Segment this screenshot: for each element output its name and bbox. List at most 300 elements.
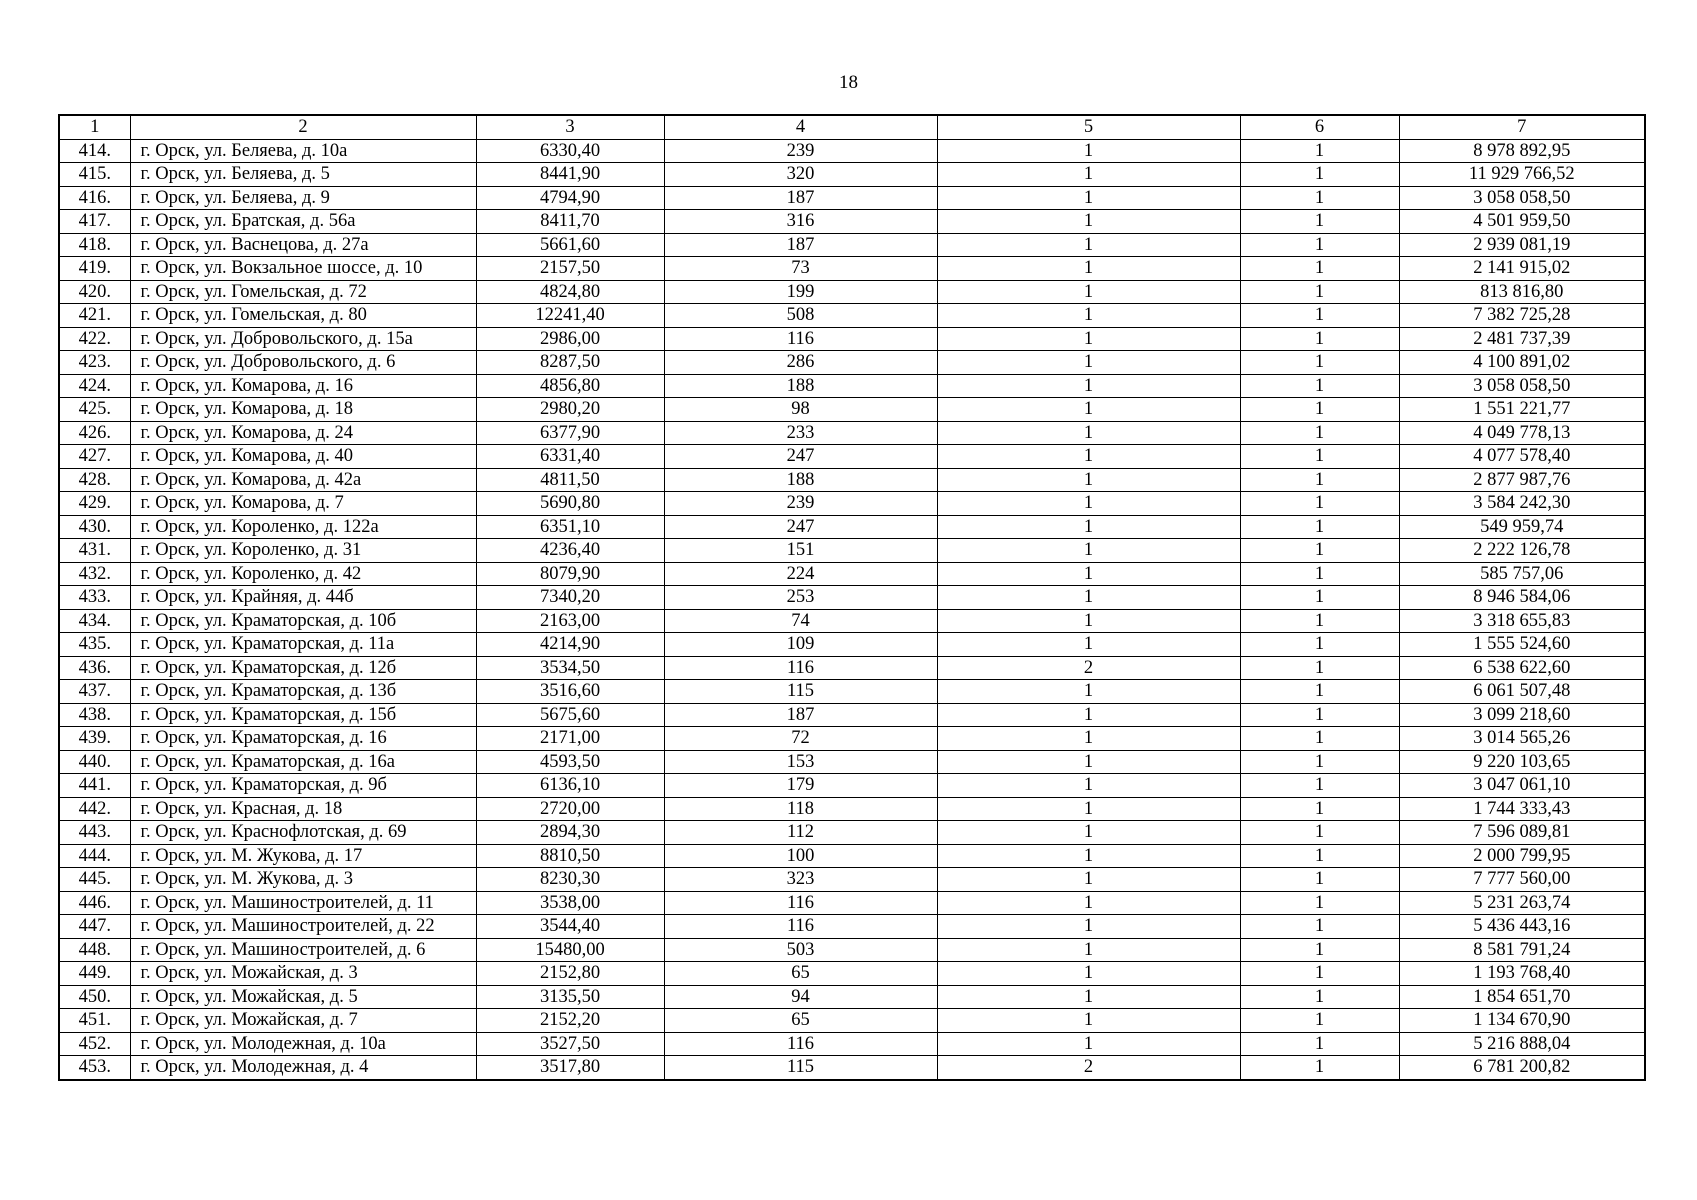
cost: 7 382 725,28 [1399,304,1645,328]
total-area: 6331,40 [476,445,664,469]
row-number: 431. [59,539,130,563]
total-area: 8810,50 [476,844,664,868]
column-5-value: 1 [937,844,1240,868]
row-number: 414. [59,139,130,163]
total-area: 15480,00 [476,938,664,962]
total-area: 5675,60 [476,703,664,727]
table-row [59,327,1645,351]
total-area: 2986,00 [476,327,664,351]
column-6-value: 1 [1240,891,1399,915]
column-5-value: 1 [937,797,1240,821]
cost: 8 581 791,24 [1399,938,1645,962]
table-row [59,257,1645,281]
row-number: 439. [59,727,130,751]
table-row [59,633,1645,657]
table-row [59,797,1645,821]
total-area: 2163,00 [476,609,664,633]
address: г. Орск, ул. Беляева, д. 9 [130,186,476,210]
column-6-value: 1 [1240,797,1399,821]
cost: 5 216 888,04 [1399,1032,1645,1056]
residents: 116 [664,915,937,939]
address: г. Орск, ул. Комарова, д. 16 [130,374,476,398]
total-area: 12241,40 [476,304,664,328]
column-5-value: 2 [937,1056,1240,1080]
address: г. Орск, ул. Комарова, д. 18 [130,398,476,422]
column-6-value: 1 [1240,938,1399,962]
table-row [59,915,1645,939]
table-row [59,445,1645,469]
cost: 8 978 892,95 [1399,139,1645,163]
column-6-value: 1 [1240,868,1399,892]
address: г. Орск, ул. М. Жукова, д. 3 [130,868,476,892]
column-6-value: 1 [1240,280,1399,304]
cost: 549 959,74 [1399,515,1645,539]
address: г. Орск, ул. Вокзальное шоссе, д. 10 [130,257,476,281]
table-row [59,163,1645,187]
column-6-value: 1 [1240,1032,1399,1056]
total-area: 8287,50 [476,351,664,375]
column-6-value: 1 [1240,421,1399,445]
residents: 98 [664,398,937,422]
address: г. Орск, ул. Краматорская, д. 10б [130,609,476,633]
row-number: 441. [59,774,130,798]
cost: 2 000 799,95 [1399,844,1645,868]
column-6-value: 1 [1240,163,1399,187]
residents: 118 [664,797,937,821]
cost: 4 501 959,50 [1399,210,1645,234]
address: г. Орск, ул. Краматорская, д. 13б [130,680,476,704]
total-area: 3517,80 [476,1056,664,1080]
cost: 3 047 061,10 [1399,774,1645,798]
address: г. Орск, ул. Машиностроителей, д. 22 [130,915,476,939]
column-5-value: 1 [937,703,1240,727]
row-number: 450. [59,985,130,1009]
row-number: 452. [59,1032,130,1056]
residents: 247 [664,445,937,469]
cost: 1 134 670,90 [1399,1009,1645,1033]
column-5-value: 1 [937,233,1240,257]
column-6-value: 1 [1240,586,1399,610]
column-5-value: 1 [937,633,1240,657]
column-number: 1 [59,115,130,139]
total-area: 2152,20 [476,1009,664,1033]
column-5-value: 1 [937,868,1240,892]
row-number: 435. [59,633,130,657]
residents: 187 [664,186,937,210]
total-area: 8079,90 [476,562,664,586]
residents: 253 [664,586,937,610]
residents: 239 [664,139,937,163]
row-number: 427. [59,445,130,469]
residents: 188 [664,468,937,492]
column-6-value: 1 [1240,609,1399,633]
residents: 112 [664,821,937,845]
total-area: 8230,30 [476,868,664,892]
column-6-value: 1 [1240,327,1399,351]
column-number: 3 [476,115,664,139]
residents: 316 [664,210,937,234]
total-area: 4824,80 [476,280,664,304]
total-area: 4856,80 [476,374,664,398]
table-row [59,233,1645,257]
column-6-value: 1 [1240,139,1399,163]
address: г. Орск, ул. Можайская, д. 7 [130,1009,476,1033]
cost: 3 318 655,83 [1399,609,1645,633]
column-6-value: 1 [1240,821,1399,845]
table-row [59,304,1645,328]
row-number: 423. [59,351,130,375]
residents: 115 [664,1056,937,1080]
residents: 116 [664,327,937,351]
row-number: 445. [59,868,130,892]
cost: 5 436 443,16 [1399,915,1645,939]
cost: 1 555 524,60 [1399,633,1645,657]
total-area: 3534,50 [476,656,664,680]
cost: 11 929 766,52 [1399,163,1645,187]
address: г. Орск, ул. Беляева, д. 5 [130,163,476,187]
table-row [59,210,1645,234]
table-row [59,703,1645,727]
column-5-value: 1 [937,539,1240,563]
total-area: 6351,10 [476,515,664,539]
address: г. Орск, ул. Красная, д. 18 [130,797,476,821]
residents: 74 [664,609,937,633]
address: г. Орск, ул. Краснофлотская, д. 69 [130,821,476,845]
row-number: 437. [59,680,130,704]
row-number: 447. [59,915,130,939]
column-number: 2 [130,115,476,139]
cost: 1 551 221,77 [1399,398,1645,422]
column-6-value: 1 [1240,985,1399,1009]
table-row [59,1009,1645,1033]
address: г. Орск, ул. Краматорская, д. 15б [130,703,476,727]
column-5-value: 1 [937,186,1240,210]
row-number: 415. [59,163,130,187]
column-5-value: 1 [937,257,1240,281]
address: г. Орск, ул. Молодежная, д. 4 [130,1056,476,1080]
residents: 116 [664,656,937,680]
page-number: 18 [839,72,858,93]
cost: 3 058 058,50 [1399,186,1645,210]
column-5-value: 1 [937,1032,1240,1056]
total-area: 5661,60 [476,233,664,257]
table-row [59,727,1645,751]
table-row [59,891,1645,915]
column-6-value: 1 [1240,351,1399,375]
column-6-value: 1 [1240,562,1399,586]
residents: 320 [664,163,937,187]
address: г. Орск, ул. Добровольского, д. 15а [130,327,476,351]
table-row [59,656,1645,680]
residents: 187 [664,233,937,257]
table-row [59,539,1645,563]
column-5-value: 1 [937,374,1240,398]
table-row [59,962,1645,986]
cost: 2 939 081,19 [1399,233,1645,257]
table-row [59,515,1645,539]
residents: 286 [664,351,937,375]
address: г. Орск, ул. Братская, д. 56а [130,210,476,234]
cost: 6 538 622,60 [1399,656,1645,680]
residents: 72 [664,727,937,751]
cost: 1 744 333,43 [1399,797,1645,821]
row-number: 417. [59,210,130,234]
table-body [59,115,1645,1080]
column-number: 5 [937,115,1240,139]
column-6-value: 1 [1240,257,1399,281]
table-row [59,750,1645,774]
table-row [59,680,1645,704]
column-5-value: 1 [937,468,1240,492]
column-6-value: 1 [1240,1056,1399,1080]
column-5-value: 1 [937,280,1240,304]
residents: 233 [664,421,937,445]
address: г. Орск, ул. Машиностроителей, д. 6 [130,938,476,962]
row-number: 453. [59,1056,130,1080]
cost: 3 058 058,50 [1399,374,1645,398]
column-5-value: 1 [937,915,1240,939]
address: г. Орск, ул. Короленко, д. 122а [130,515,476,539]
column-6-value: 1 [1240,515,1399,539]
address: г. Орск, ул. Комарова, д. 24 [130,421,476,445]
table-row [59,139,1645,163]
address: г. Орск, ул. Беляева, д. 10а [130,139,476,163]
total-area: 2980,20 [476,398,664,422]
column-5-value: 1 [937,163,1240,187]
table-row [59,868,1645,892]
residents: 187 [664,703,937,727]
column-6-value: 1 [1240,915,1399,939]
total-area: 3527,50 [476,1032,664,1056]
table-row [59,374,1645,398]
row-number: 429. [59,492,130,516]
table-row [59,351,1645,375]
total-area: 6136,10 [476,774,664,798]
column-6-value: 1 [1240,492,1399,516]
total-area: 8411,70 [476,210,664,234]
cost: 1 193 768,40 [1399,962,1645,986]
cost: 3 099 218,60 [1399,703,1645,727]
row-number: 433. [59,586,130,610]
table-row [59,421,1645,445]
table-row [59,186,1645,210]
column-6-value: 1 [1240,539,1399,563]
row-number: 449. [59,962,130,986]
column-5-value: 1 [937,727,1240,751]
row-number: 446. [59,891,130,915]
cost: 8 946 584,06 [1399,586,1645,610]
total-area: 3544,40 [476,915,664,939]
column-5-value: 1 [937,774,1240,798]
column-number: 7 [1399,115,1645,139]
column-6-value: 1 [1240,210,1399,234]
residents: 73 [664,257,937,281]
row-number: 430. [59,515,130,539]
table-row [59,562,1645,586]
column-5-value: 1 [937,821,1240,845]
address: г. Орск, ул. Краматорская, д. 11а [130,633,476,657]
address: г. Орск, ул. Крайняя, д. 44б [130,586,476,610]
residents: 115 [664,680,937,704]
column-5-value: 1 [937,985,1240,1009]
column-6-value: 1 [1240,468,1399,492]
residents: 508 [664,304,937,328]
row-number: 451. [59,1009,130,1033]
column-6-value: 1 [1240,233,1399,257]
row-number: 422. [59,327,130,351]
column-5-value: 1 [937,562,1240,586]
column-6-value: 1 [1240,1009,1399,1033]
table-row [59,985,1645,1009]
total-area: 6330,40 [476,139,664,163]
total-area: 2157,50 [476,257,664,281]
column-6-value: 1 [1240,304,1399,328]
total-area: 4593,50 [476,750,664,774]
column-number: 4 [664,115,937,139]
column-5-value: 2 [937,656,1240,680]
column-6-value: 1 [1240,633,1399,657]
column-5-value: 1 [937,586,1240,610]
address: г. Орск, ул. Молодежная, д. 10а [130,1032,476,1056]
column-5-value: 1 [937,938,1240,962]
total-area: 5690,80 [476,492,664,516]
column-5-value: 1 [937,398,1240,422]
residents: 65 [664,962,937,986]
row-number: 434. [59,609,130,633]
total-area: 4236,40 [476,539,664,563]
cost: 4 049 778,13 [1399,421,1645,445]
address: г. Орск, ул. Васнецова, д. 27а [130,233,476,257]
column-5-value: 1 [937,445,1240,469]
total-area: 2720,00 [476,797,664,821]
address: г. Орск, ул. Гомельская, д. 80 [130,304,476,328]
cost: 9 220 103,65 [1399,750,1645,774]
row-number: 436. [59,656,130,680]
row-number: 443. [59,821,130,845]
residents: 224 [664,562,937,586]
residents: 153 [664,750,937,774]
cost: 2 877 987,76 [1399,468,1645,492]
column-6-value: 1 [1240,703,1399,727]
column-5-value: 1 [937,962,1240,986]
row-number: 421. [59,304,130,328]
table-row [59,468,1645,492]
column-5-value: 1 [937,680,1240,704]
row-number: 424. [59,374,130,398]
address: г. Орск, ул. Можайская, д. 3 [130,962,476,986]
cost: 4 077 578,40 [1399,445,1645,469]
column-5-value: 1 [937,210,1240,234]
address: г. Орск, ул. М. Жукова, д. 17 [130,844,476,868]
column-6-value: 1 [1240,750,1399,774]
column-6-value: 1 [1240,680,1399,704]
row-number: 416. [59,186,130,210]
column-6-value: 1 [1240,727,1399,751]
column-5-value: 1 [937,327,1240,351]
row-number: 419. [59,257,130,281]
address: г. Орск, ул. Машиностроителей, д. 11 [130,891,476,915]
table-row [59,938,1645,962]
residents: 116 [664,1032,937,1056]
cost: 6 061 507,48 [1399,680,1645,704]
address: г. Орск, ул. Краматорская, д. 16 [130,727,476,751]
cost: 3 014 565,26 [1399,727,1645,751]
cost: 3 584 242,30 [1399,492,1645,516]
table-row [59,1056,1645,1080]
column-6-value: 1 [1240,774,1399,798]
column-number: 6 [1240,115,1399,139]
residents: 179 [664,774,937,798]
table-row [59,1032,1645,1056]
row-number: 432. [59,562,130,586]
table-row [59,398,1645,422]
total-area: 2152,80 [476,962,664,986]
table-row [59,280,1645,304]
address: г. Орск, ул. Добровольского, д. 6 [130,351,476,375]
column-5-value: 1 [937,609,1240,633]
residents: 239 [664,492,937,516]
column-number-row [59,115,1645,139]
row-number: 425. [59,398,130,422]
table-row [59,586,1645,610]
residents: 323 [664,868,937,892]
row-number: 438. [59,703,130,727]
total-area: 2894,30 [476,821,664,845]
row-number: 420. [59,280,130,304]
column-5-value: 1 [937,750,1240,774]
residents: 109 [664,633,937,657]
cost: 2 481 737,39 [1399,327,1645,351]
address: г. Орск, ул. Краматорская, д. 16а [130,750,476,774]
total-area: 4214,90 [476,633,664,657]
address: г. Орск, ул. Комарова, д. 7 [130,492,476,516]
total-area: 4794,90 [476,186,664,210]
total-area: 3538,00 [476,891,664,915]
row-number: 426. [59,421,130,445]
residents: 94 [664,985,937,1009]
column-5-value: 1 [937,1009,1240,1033]
table-row [59,774,1645,798]
row-number: 444. [59,844,130,868]
column-6-value: 1 [1240,656,1399,680]
total-area: 6377,90 [476,421,664,445]
total-area: 3516,60 [476,680,664,704]
address: г. Орск, ул. Гомельская, д. 72 [130,280,476,304]
registry-table [58,114,1646,1081]
total-area: 4811,50 [476,468,664,492]
column-5-value: 1 [937,891,1240,915]
residents: 188 [664,374,937,398]
cost: 2 222 126,78 [1399,539,1645,563]
residents: 199 [664,280,937,304]
column-5-value: 1 [937,304,1240,328]
residents: 151 [664,539,937,563]
address: г. Орск, ул. Краматорская, д. 12б [130,656,476,680]
total-area: 2171,00 [476,727,664,751]
address: г. Орск, ул. Комарова, д. 40 [130,445,476,469]
column-5-value: 1 [937,421,1240,445]
column-6-value: 1 [1240,398,1399,422]
address: г. Орск, ул. Короленко, д. 42 [130,562,476,586]
cost: 813 816,80 [1399,280,1645,304]
address: г. Орск, ул. Комарова, д. 42а [130,468,476,492]
total-area: 8441,90 [476,163,664,187]
address: г. Орск, ул. Можайская, д. 5 [130,985,476,1009]
table-row [59,844,1645,868]
row-number: 428. [59,468,130,492]
address: г. Орск, ул. Краматорская, д. 9б [130,774,476,798]
column-5-value: 1 [937,515,1240,539]
